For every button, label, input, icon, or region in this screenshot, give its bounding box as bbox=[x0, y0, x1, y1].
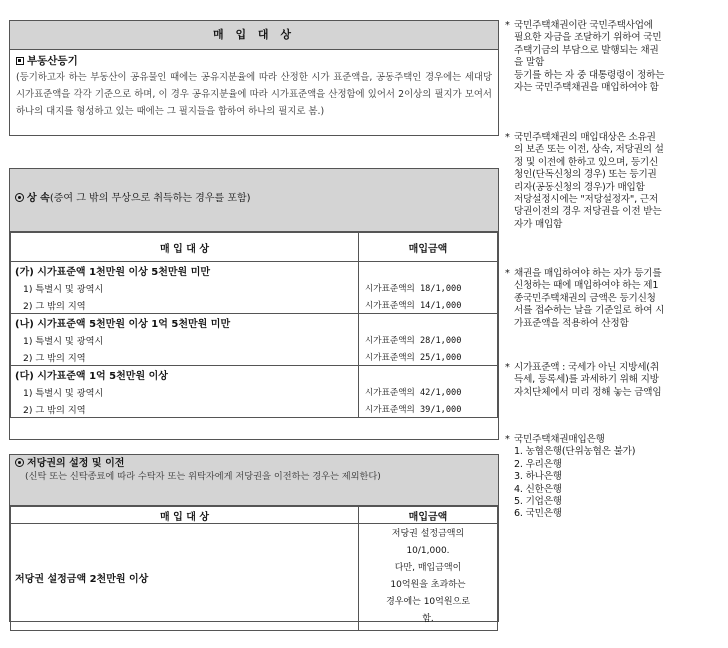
group-row bbox=[11, 262, 498, 280]
amount-line: 다만, 매입금액이 bbox=[394, 563, 462, 573]
row-amount: 시가표준액의 39/1,000 bbox=[359, 400, 498, 418]
row-amount: 시가표준액의 18/1,000 bbox=[359, 279, 498, 296]
note-line: 주택기금의 부담으로 발행되는 채권 bbox=[514, 44, 659, 56]
note-line: 신청하는 때에 매입하여야 하는 제1 bbox=[514, 280, 659, 292]
table-row bbox=[11, 383, 498, 400]
note-line: 청인(단독신청의 경우) 또는 등기권 bbox=[514, 169, 657, 181]
note-line: 4. 신한은행 bbox=[514, 483, 562, 495]
note-purchase-target bbox=[505, 132, 727, 231]
note-line: 종국민주택채권의 금액은 등기신청 bbox=[514, 292, 656, 304]
note-line: 채권을 매입하여야 하는 자가 등기를 bbox=[514, 268, 662, 279]
note-line: 자가 매입함 bbox=[514, 218, 563, 230]
col-target-header: 매 입 대 상 bbox=[11, 233, 359, 262]
note-line: 등기를 하는 자 중 대통령령이 정하는 bbox=[514, 69, 665, 81]
amount-line: 10억원을 초과하는 bbox=[390, 580, 466, 590]
table-row bbox=[11, 296, 498, 314]
table-row bbox=[11, 524, 498, 631]
row-name: 1) 특별시 및 광역시 bbox=[11, 279, 359, 296]
table-row bbox=[11, 400, 498, 418]
amount-line: 경우에는 10억원으로 bbox=[386, 597, 470, 607]
note-bond-definition bbox=[505, 20, 727, 94]
square-bullet-icon bbox=[16, 57, 24, 65]
note-line: 국민주택채권이란 국민주택사업에 bbox=[514, 20, 653, 31]
circle-bullet-icon bbox=[15, 458, 24, 467]
note-line: 2. 우리은행 bbox=[514, 458, 562, 470]
note-line: 가표준액을 적용하여 산정함 bbox=[514, 317, 629, 329]
col-target-header: 매 입 대 상 bbox=[11, 507, 359, 524]
note-line: 3. 하나은행 bbox=[514, 471, 562, 483]
row-amount: 시가표준액의 42/1,000 bbox=[359, 383, 498, 400]
inheritance-title: 상 속 bbox=[27, 193, 50, 204]
note-line: 필요한 자금을 조달하기 위하여 국민 bbox=[514, 32, 662, 44]
inheritance-heading bbox=[10, 169, 498, 232]
note-purchase-amount bbox=[505, 268, 727, 330]
group-row bbox=[11, 314, 498, 332]
amount-line: 저당권 설정금액의 bbox=[391, 529, 465, 539]
group-label: (다) 시가표준액 1억 5천만원 이상 bbox=[11, 366, 359, 384]
note-line: 당권이전의 경우 저당권을 이전 받는 bbox=[514, 206, 662, 218]
inheritance-box bbox=[9, 168, 499, 440]
subtitle-line bbox=[16, 53, 492, 68]
row-name: 2) 그 밖의 지역 bbox=[11, 348, 359, 366]
row-amount: 시가표준액의 28/1,000 bbox=[359, 331, 498, 348]
note-line: 6. 국민은행 bbox=[514, 508, 562, 520]
note-line: 국민주택채권의 매입대상은 소유권 bbox=[514, 132, 656, 143]
note-line: 정 및 이전에 한하고 있으며, 등기신 bbox=[514, 156, 659, 168]
mortgage-note: (신탁 또는 신탁종료에 따라 수탁자 또는 위탁자에게 저당권을 이전하는 경우는 제외한다) bbox=[25, 471, 381, 482]
table-row bbox=[11, 348, 498, 366]
table-header-row bbox=[11, 507, 498, 524]
mortgage-amount bbox=[359, 524, 498, 631]
mortgage-title-line bbox=[15, 457, 493, 470]
asterisk-icon: * bbox=[505, 362, 510, 373]
row-name: 2) 그 밖의 지역 bbox=[11, 296, 359, 314]
mortgage-table bbox=[10, 506, 498, 631]
note-line: 자는 국민주택채권을 매입하여야 함 bbox=[514, 82, 659, 94]
table-row bbox=[11, 279, 498, 296]
real-estate-paragraph: (등기하고자 하는 부동산이 공유물인 때에는 공유지분율에 따라 산정한 시가 표준액을, 공동주택인 경우에는 세대당 시가표준액을 각각 기준으로 하며, 이 경우 공유지분율에 따라 시가표준액을 산정함에 있어서 2이상의 필지가 모여서 하나의 대지를 형성하고 있는 때에는 그 필지들을 합하여 하나의 필지로 봄.) bbox=[16, 72, 492, 117]
section-title: 매 입 대 상 bbox=[10, 21, 498, 50]
asterisk-icon: * bbox=[505, 132, 510, 143]
group-label: (가) 시가표준액 1천만원 이상 5천만원 미만 bbox=[11, 262, 359, 280]
mortgage-title: 저당권의 설정 및 이전 bbox=[27, 458, 125, 469]
note-line: 의 보존 또는 이전, 상속, 저당권의 설 bbox=[514, 144, 664, 156]
row-name: 1) 특별시 및 광역시 bbox=[11, 331, 359, 348]
row-name: 1) 특별시 및 광역시 bbox=[11, 383, 359, 400]
amount-line: 함. bbox=[422, 614, 434, 624]
amount-line: 10/1,000. bbox=[406, 546, 450, 556]
col-amount-header: 매입금액 bbox=[359, 233, 498, 262]
inheritance-table bbox=[10, 232, 498, 418]
table-row bbox=[11, 331, 498, 348]
note-line: 1. 농협은행(단위농협은 불가) bbox=[514, 446, 636, 458]
note-line: 서를 접수하는 날을 기준일로 하여 시 bbox=[514, 305, 665, 317]
note-line: 5. 기업은행 bbox=[514, 496, 562, 508]
real-estate-registration-block bbox=[10, 50, 498, 120]
asterisk-icon: * bbox=[505, 20, 510, 31]
mortgage-box bbox=[9, 454, 499, 622]
mortgage-heading bbox=[10, 455, 498, 506]
group-row bbox=[11, 366, 498, 384]
note-line: 시가표준액 : 국세가 아닌 지방세(취 bbox=[514, 362, 659, 373]
row-amount: 시가표준액의 14/1,000 bbox=[359, 296, 498, 314]
circle-bullet-icon bbox=[15, 193, 24, 202]
note-line: 득세, 등록세)를 과세하기 위해 지방 bbox=[514, 374, 659, 386]
mortgage-target: 저당권 설정금액 2천만원 이상 bbox=[11, 524, 359, 631]
note-banks bbox=[505, 434, 727, 521]
asterisk-icon: * bbox=[505, 434, 510, 445]
note-line: 자치단체에서 미리 정해 놓는 금액임 bbox=[514, 386, 662, 398]
inheritance-note: (증여 그 밖의 무상으로 취득하는 경우를 포함) bbox=[49, 193, 251, 204]
table-header-row bbox=[11, 233, 498, 262]
row-amount: 시가표준액의 25/1,000 bbox=[359, 348, 498, 366]
note-line: 저당설정시에는 "저당설정자", 근저 bbox=[514, 194, 658, 206]
note-line: 국민주택채권매입은행 bbox=[514, 434, 605, 445]
note-standard-value bbox=[505, 362, 727, 399]
row-name: 2) 그 밖의 지역 bbox=[11, 400, 359, 418]
note-line: 리자(공동신청의 경우)가 매입함 bbox=[514, 181, 645, 193]
group-label: (나) 시가표준액 5천만원 이상 1억 5천만원 미만 bbox=[11, 314, 359, 332]
purchase-target-box bbox=[9, 20, 499, 136]
subtitle: 부동산등기 bbox=[27, 55, 78, 67]
note-line: 을 말함 bbox=[514, 57, 545, 69]
asterisk-icon: * bbox=[505, 268, 510, 279]
col-amount-header: 매입금액 bbox=[359, 507, 498, 524]
